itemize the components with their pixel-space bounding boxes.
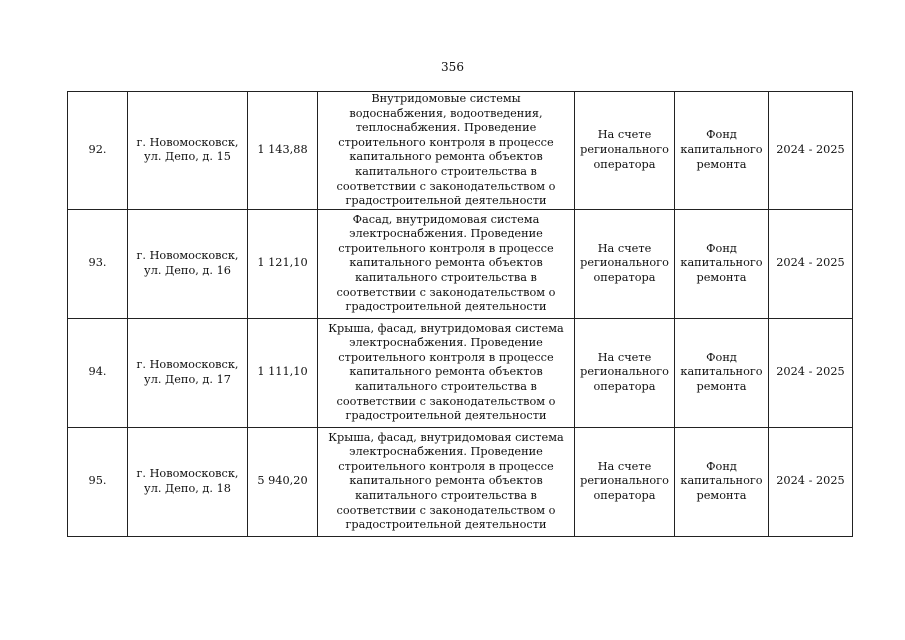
address-street: ул. Депо, д. 15 xyxy=(144,150,231,164)
address-cell xyxy=(128,318,248,427)
address-street: ул. Депо, д. 18 xyxy=(144,481,231,495)
account-cell: На счете регионального оператора xyxy=(575,318,675,427)
table-row xyxy=(68,92,853,210)
address-city: г. Новомосковск, xyxy=(136,249,239,263)
period-cell: 2024 - 2025 xyxy=(769,92,853,210)
funding-source-cell: Фонд капитального ремонта xyxy=(675,92,769,210)
table-row xyxy=(68,209,853,318)
row-number-cell: 94. xyxy=(68,318,128,427)
area-cell: 1 143,88 xyxy=(248,92,318,210)
row-number-cell: 92. xyxy=(68,92,128,210)
works-cell: Крыша, фасад, внутридомовая система электроснабжения. Проведение строительного контроля в процессе капитального ремонта объектов капитального строительства в соответствии с законодательством о градостроительной деятельности xyxy=(318,427,575,536)
account-cell: На счете регионального оператора xyxy=(575,209,675,318)
address-city: г. Новомосковск, xyxy=(136,358,239,372)
page-number: 356 xyxy=(441,60,464,74)
row-number-cell: 95. xyxy=(68,427,128,536)
address-cell xyxy=(128,92,248,210)
table-row xyxy=(68,318,853,427)
account-cell: На счете регионального оператора xyxy=(575,427,675,536)
funding-source-cell: Фонд капитального ремонта xyxy=(675,318,769,427)
area-cell: 5 940,20 xyxy=(248,427,318,536)
period-cell: 2024 - 2025 xyxy=(769,318,853,427)
address-city: г. Новомосковск, xyxy=(136,135,239,149)
address-cell xyxy=(128,209,248,318)
works-cell: Крыша, фасад, внутридомовая система электроснабжения. Проведение строительного контроля в процессе капитального ремонта объектов капитального строительства в соответствии с законодательством о градостроительной деятельности xyxy=(318,318,575,427)
area-cell: 1 121,10 xyxy=(248,209,318,318)
address-city: г. Новомосковск, xyxy=(136,467,239,481)
area-cell: 1 111,10 xyxy=(248,318,318,427)
funding-source-cell: Фонд капитального ремонта xyxy=(675,209,769,318)
account-cell: На счете регионального оператора xyxy=(575,92,675,210)
funding-source-cell: Фонд капитального ремонта xyxy=(675,427,769,536)
address-cell xyxy=(128,427,248,536)
period-cell: 2024 - 2025 xyxy=(769,427,853,536)
repair-registry-table xyxy=(67,91,853,537)
works-cell: Фасад, внутридомовая система электроснабжения. Проведение строительного контроля в процессе капитального ремонта объектов капитального строительства в соответствии с законодательством о градостроительной деятельности xyxy=(318,209,575,318)
row-number-cell: 93. xyxy=(68,209,128,318)
address-street: ул. Депо, д. 16 xyxy=(144,263,231,277)
address-street: ул. Депо, д. 17 xyxy=(144,372,231,386)
period-cell: 2024 - 2025 xyxy=(769,209,853,318)
works-cell: Внутридомовые системы водоснабжения, водоотведения, теплоснабжения. Проведение строительного контроля в процессе капитального ремонта объектов капитального строительства в соответствии с законодательством о градостроительной деятельности xyxy=(318,92,575,210)
table-row xyxy=(68,427,853,536)
